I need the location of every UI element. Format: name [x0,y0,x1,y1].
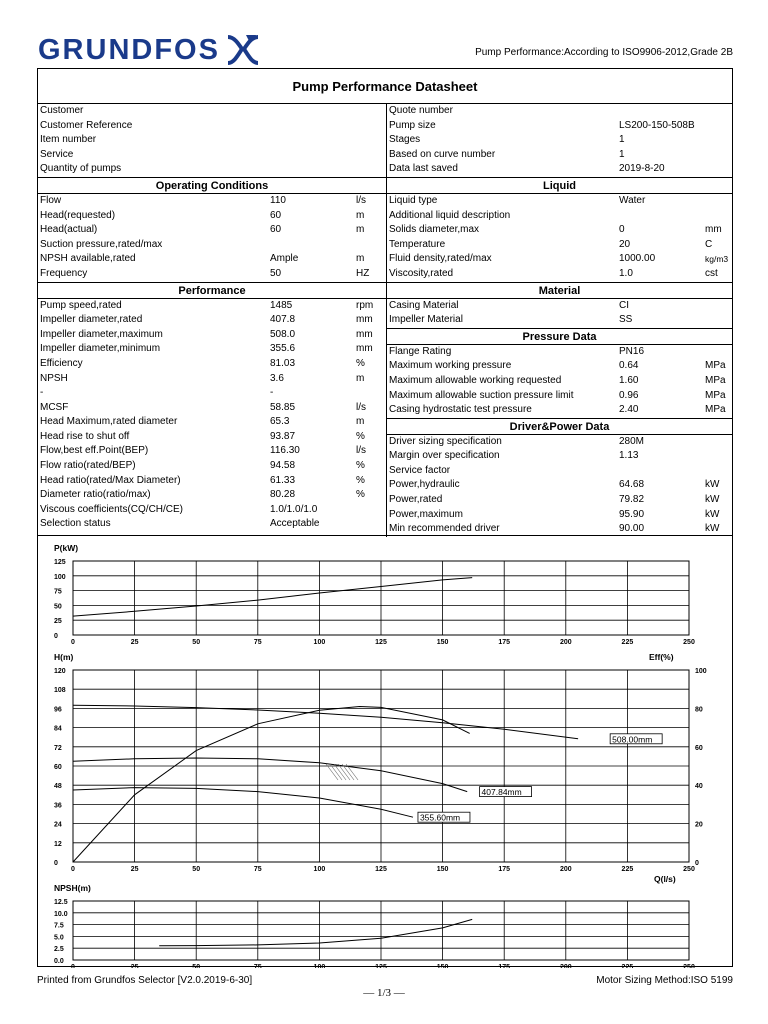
x-tick-label: 25 [130,639,139,646]
row-label: MCSF [40,401,69,413]
row-value: 1.60 [619,374,639,386]
y-axis-label: P(kW) [54,543,79,553]
row-value: 407.8 [270,314,296,326]
row-value: 1000.00 [619,253,656,265]
motor-note: Motor Sizing Method:ISO 5199 [596,975,733,986]
y-tick-label: 25 [54,618,62,626]
row-unit: mm [705,224,722,236]
data-row [38,357,386,372]
row-unit: mm [356,343,373,355]
row-value: 1 [619,134,625,146]
row-label: Min recommended driver [389,523,500,535]
row-label: - [40,387,44,399]
row-value: 1.0/1.0/1.0 [270,503,318,515]
x-tick-label: 0 [71,866,75,873]
row-label: Diameter ratio(ratio/max) [40,489,151,501]
row-unit: l/s [356,401,366,413]
row-value: Ample [270,253,299,265]
row-unit: m [356,224,365,236]
series-line [73,758,467,792]
y-tick-label: 24 [54,821,62,829]
row-label: Maximum allowable suction pressure limit [389,389,574,401]
row-unit: mm [356,328,373,340]
y-tick-label: 96 [54,706,62,714]
x-tick-label: 125 [375,964,387,968]
row-value: 61.33 [270,474,296,486]
data-row [38,328,386,343]
y-tick-label: 50 [54,603,62,611]
y-tick-label: 36 [54,802,62,810]
row-unit: m [356,209,365,221]
row-value: 1.0 [619,267,633,279]
row-unit: % [356,357,365,369]
row-unit: HZ [356,267,370,279]
row-unit: kW [705,523,720,535]
row-value: 79.82 [619,494,645,506]
x-tick-label: 0 [71,964,75,968]
row-label: Flow ratio(rated/BEP) [40,460,136,472]
y2-tick-label: 20 [695,821,703,829]
row-value: 60 [270,209,282,221]
x-tick-label: 25 [130,964,139,968]
data-row [387,119,732,134]
charts-area [38,535,732,967]
x-tick-label: 75 [253,639,262,646]
row-value: LS200-150-508B [619,119,695,131]
y-tick-label: 0 [54,633,58,640]
data-row [387,478,732,493]
data-row [38,444,386,459]
page-title: Pump Performance Datasheet [38,69,732,104]
row-unit: rpm [356,299,374,311]
x-tick-label: 225 [621,866,634,873]
row-value: 58.85 [270,401,296,413]
x-tick-label: 0 [71,639,75,646]
row-label: Impeller Material [389,314,463,326]
row-label: Suction pressure,rated/max [40,238,163,250]
x-tick-label: 50 [192,866,201,873]
data-row [38,430,386,445]
y-axis-label: NPSH(m) [54,883,91,893]
data-row [38,299,386,314]
standard-note: Pump Performance:According to ISO9906-2012,Grade 2B [475,47,733,58]
row-unit: % [356,460,365,472]
row-unit: m [356,372,365,384]
row-label: Quantity of pumps [40,163,122,175]
data-row [38,372,386,387]
data-row [38,267,386,282]
x-axis-label: Q(l/s) [654,874,676,884]
row-label: Flange Rating [389,345,452,357]
page-number: — 1/3 — [363,987,405,999]
row-label: Fluid density,rated/max [389,253,492,265]
x-tick-label: 50 [192,964,201,968]
row-value: 93.87 [270,430,296,442]
x-tick-label: 225 [621,639,634,646]
data-row [38,119,386,134]
x-tick-label: 150 [436,964,449,968]
row-label: Power,hydraulic [389,479,460,491]
data-row [38,209,386,224]
data-row [38,415,386,430]
row-value: 20 [619,238,631,250]
x-tick-label: 200 [559,964,572,968]
row-value: 50 [270,267,282,279]
y2-tick-label: 40 [695,783,703,791]
pressure-header: Pressure Data [387,328,732,345]
x-tick-label: 175 [498,964,511,968]
row-value: 0.96 [619,389,639,401]
y-tick-label: 10.0 [54,910,68,918]
row-unit: MPa [705,404,726,416]
row-label: Customer [40,105,84,116]
data-row [387,104,732,119]
row-label: Casing hydrostatic test pressure [389,404,532,416]
data-row [38,401,386,416]
series-line [73,705,578,739]
data-row [38,474,386,489]
row-unit: kW [705,508,720,520]
row-unit: % [356,430,365,442]
row-label: Liquid type [389,194,438,206]
row-unit: m [356,253,365,265]
y-tick-label: 12.5 [54,899,68,906]
x-tick-label: 250 [683,964,695,968]
row-label: Item number [40,134,97,146]
row-unit: kW [705,494,720,506]
x-tick-label: 150 [436,866,449,873]
row-value: 1 [619,148,625,160]
row-value: 60 [270,224,282,236]
datasheet [37,68,733,967]
row-value: 80.28 [270,489,296,501]
data-row [387,267,732,282]
y-tick-label: 12 [54,840,62,848]
left-column [38,104,386,532]
data-row [38,488,386,503]
data-row [38,386,386,401]
row-label: Selection status [40,518,111,530]
series-line [73,578,472,617]
row-value: 3.6 [270,372,284,384]
row-unit: MPa [705,389,726,401]
data-row [38,503,386,518]
row-label: Head ratio(rated/Max Diameter) [40,474,181,486]
curve-label: 407.84mm [481,787,522,798]
row-value: 116.30 [270,445,300,457]
y-tick-label: 48 [54,783,62,791]
row-value: 1485 [270,299,293,311]
row-label: Impeller diameter,maximum [40,328,163,340]
data-row [38,223,386,238]
row-value: 1.13 [619,450,639,462]
row-label: Service [40,148,74,160]
data-row [387,238,732,253]
row-unit: l/s [356,445,366,457]
brand-name: GRUNDFOS [38,33,220,66]
data-row [38,313,386,328]
data-row [38,194,386,209]
row-value: 2.40 [619,404,639,416]
performance-charts [38,536,732,968]
row-value: 94.58 [270,460,296,472]
data-row [387,389,732,404]
row-value: 64.68 [619,479,645,491]
y-tick-label: 0 [54,860,58,867]
x-tick-label: 200 [559,866,572,873]
data-row [387,359,732,374]
data-row [38,162,386,177]
curve-label: 508.00mm [612,734,653,745]
row-unit: kg/m3 [705,254,729,265]
y-tick-label: 125 [54,559,66,566]
x-tick-label: 25 [130,866,139,873]
row-label: Casing Material [389,299,459,311]
row-unit: % [356,474,365,486]
row-label: Driver sizing specification [389,435,502,447]
y-tick-label: 5.0 [54,934,64,942]
data-row [387,133,732,148]
data-row [387,299,732,314]
row-label: Head(requested) [40,209,116,221]
row-label: Flow [40,194,62,206]
row-unit: MPa [705,374,726,386]
row-value: 81.03 [270,357,296,369]
row-label: Power,rated [389,494,443,506]
row-label: Viscous coefficients(CQ/CH/CE) [40,503,184,515]
x-tick-label: 125 [375,639,387,646]
row-value: 355.6 [270,343,296,355]
data-row [387,493,732,508]
grundfos-logo [38,30,298,70]
row-label: Maximum allowable working requested [389,374,562,386]
row-label: Pump speed,rated [40,299,122,311]
row-label: NPSH [40,372,68,384]
row-label: Head rise to shut off [40,430,130,442]
y2-tick-label: 0 [695,860,699,867]
row-label: Head Maximum,rated diameter [40,416,178,428]
data-row [387,209,732,224]
x-tick-label: 200 [559,639,572,646]
data-row [387,435,732,450]
row-label: Additional liquid description [389,209,511,221]
operating-header: Operating Conditions [38,177,386,194]
data-row [38,238,386,253]
y2-tick-label: 80 [695,706,703,714]
row-value: 2019-8-20 [619,163,665,175]
data-row [387,464,732,479]
data-row [38,517,386,532]
driver-header: Driver&Power Data [387,418,732,435]
row-value: SS [619,314,633,326]
row-value: - [270,387,274,399]
y-tick-label: 0.0 [54,958,64,965]
row-label: Efficiency [40,357,83,369]
row-label: Pump size [389,119,436,131]
printed-note: Printed from Grundfos Selector [V2.0.2019-6-30] [37,975,253,986]
row-unit: m [356,416,365,428]
row-value: Water [619,194,646,206]
row-label: Impeller diameter,rated [40,314,143,326]
data-row [387,508,732,523]
data-row [387,449,732,464]
series-line [73,788,413,818]
row-value: 280M [619,435,645,447]
row-label: Solids diameter,max [389,224,480,236]
row-value: 90.00 [619,523,645,535]
data-row [387,252,732,267]
data-row [387,403,732,418]
y-tick-label: 120 [54,668,66,675]
row-label: Frequency [40,267,88,279]
data-row [38,342,386,357]
data-row [387,345,732,360]
row-label: Head(actual) [40,224,98,236]
series-line [159,919,472,945]
y-tick-label: 84 [54,725,62,733]
row-value: 65.3 [270,416,290,428]
row-value: 95.90 [619,508,645,520]
row-value: Acceptable [270,518,320,530]
row-unit: mm [356,314,373,326]
x-tick-label: 175 [498,639,511,646]
row-label: NPSH available,rated [40,253,136,265]
row-unit: C [705,238,713,250]
row-label: Customer Reference [40,119,133,131]
data-row [387,194,732,209]
row-label: Temperature [389,238,446,250]
row-label: Stages [389,134,421,146]
row-unit: cst [705,267,718,279]
row-label: Impeller diameter,minimum [40,343,161,355]
y-tick-label: 72 [54,744,62,752]
y-tick-label: 7.5 [54,922,64,930]
x-tick-label: 100 [313,964,326,968]
row-label: Margin over specification [389,450,500,462]
row-unit: MPa [705,360,726,372]
row-label: Quote number [389,105,453,116]
x-tick-label: 100 [313,866,326,873]
data-row [387,374,732,389]
y2-tick-label: 60 [695,744,703,752]
row-label: Data last saved [389,163,458,175]
material-header: Material [387,282,732,299]
row-unit: % [356,489,365,501]
x-tick-label: 175 [498,866,511,873]
right-column [386,104,732,537]
x-tick-label: 100 [313,639,326,646]
data-row [387,162,732,177]
liquid-header: Liquid [387,177,732,194]
x-tick-label: 125 [375,866,387,873]
y2-axis-label: Eff(%) [649,652,674,662]
y-tick-label: 108 [54,687,66,695]
row-value: PN16 [619,345,645,357]
y-tick-label: 75 [54,588,62,596]
row-label: Viscosity,rated [389,267,454,279]
y-tick-label: 60 [54,764,62,771]
y-axis-label: H(m) [54,652,74,662]
x-tick-label: 50 [192,639,201,646]
x-tick-label: 225 [621,964,634,968]
data-row [387,148,732,163]
row-label: Flow,best eff.Point(BEP) [40,445,149,457]
row-unit: kW [705,479,720,491]
data-row [38,459,386,474]
y-tick-label: 100 [54,573,66,581]
row-label: Service factor [389,464,451,476]
data-row [38,104,386,119]
data-row [38,148,386,163]
x-tick-label: 75 [253,964,262,968]
row-label: Power,maximum [389,508,463,520]
grundfos-symbol-icon [226,33,260,67]
series-line [73,707,470,863]
x-tick-label: 150 [436,639,449,646]
row-value: 110 [270,194,286,206]
row-value: CI [619,299,629,311]
y-tick-label: 2.5 [54,946,64,954]
y2-tick-label: 100 [695,668,707,675]
x-tick-label: 250 [683,639,695,646]
row-value: 508.0 [270,328,296,340]
x-tick-label: 75 [253,866,262,873]
row-value: 0 [619,224,625,236]
row-label: Maximum working pressure [389,360,512,372]
row-unit: l/s [356,194,366,206]
data-row [38,252,386,267]
data-row [387,313,732,328]
data-row [38,133,386,148]
row-label: Based on curve number [389,148,496,160]
performance-header: Performance [38,282,386,299]
data-row [387,223,732,238]
x-tick-label: 250 [683,866,695,873]
row-value: 0.64 [619,360,639,372]
curve-label: 355.60mm [419,812,461,823]
